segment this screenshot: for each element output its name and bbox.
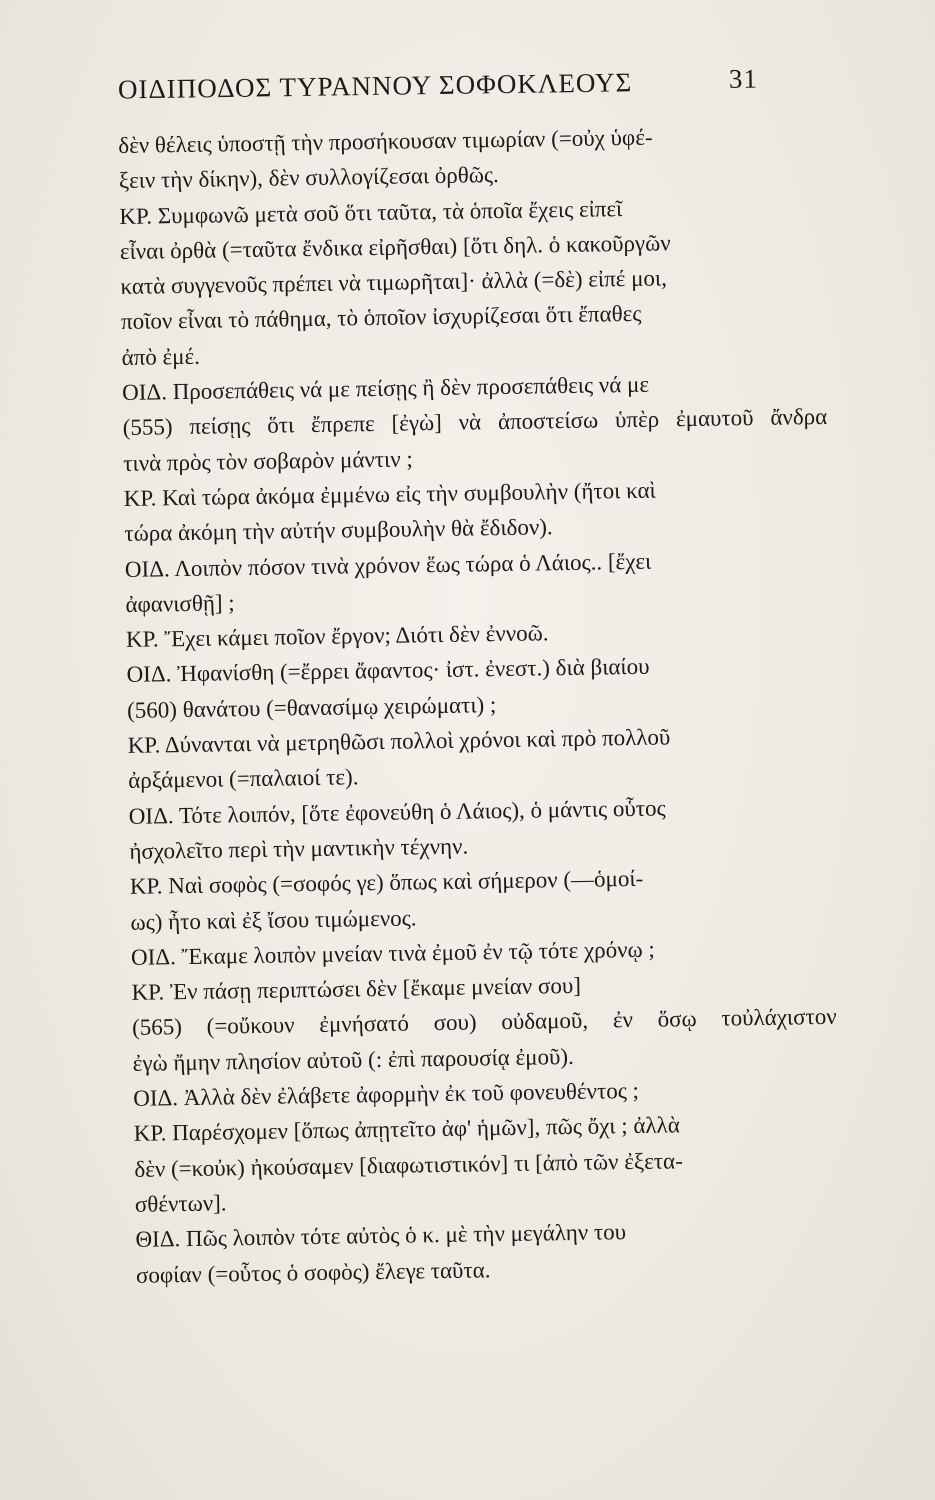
text-line: ΚΡ. Ἐν πάσῃ περιπτώσει δὲν [ἔκαμε μνείαν σου] xyxy=(131,972,582,1006)
text-line: (565) (=οὔκουν ἐμνήσατό σου) οὐδαμοῦ, ἐν ὅσῳ τοὐλάχιστον xyxy=(131,1004,837,1041)
text-line: ἀρξάμενοι (=παλαιοί τε). xyxy=(128,764,359,794)
text-line: ἀπὸ ἐμέ. xyxy=(121,343,201,370)
text-line: ποῖον εἶναι τὸ πάθημα, τὸ ὁποῖον ἰσχυρίζεσαι ὅτι ἔπαθες xyxy=(120,301,642,335)
text-line: ΟΙΔ. Ἠφανίσθη (=ἔρρει ἄφαντος· ἰστ. ἐνεστ.) διὰ βιαίου xyxy=(126,654,650,688)
text-line: ως) ἦτο καὶ ἐξ ἴσου τιμώμενος. xyxy=(130,904,417,935)
text-line: ΟΙΔ. Τότε λοιπόν, [ὅτε ἐφονεύθη ὁ Λάιος), ὁ μάντις οὗτος xyxy=(128,795,666,829)
text-line: τινὰ πρὸς τὸν σοβαρὸν μάντιν ; xyxy=(123,446,413,476)
text-line: δὲν (=κοὐκ) ἠκούσαμεν [διαφωτιστικόν] τι [ἀπὸ τῶν ἐξετα- xyxy=(134,1147,683,1182)
text-line: ΚΡ. Παρέσχομεν [ὅπως ἀπῃτεῖτο ἀφ' ἡμῶν], πῶς ὄχι ; ἀλλὰ xyxy=(133,1112,680,1147)
text-line: σοφίαν (=οὗτος ὁ σοφὸς) ἔλεγε ταῦτα. xyxy=(135,1256,491,1288)
page-number: 31 xyxy=(728,63,759,94)
text-line: ἀφανισθῇ] ; xyxy=(125,590,235,617)
text-line: ΟΙΔ. Λοιπὸν πόσον τινὰ χρόνον ἕως τώρα ὁ Λάιος.. [ἔχει xyxy=(124,548,652,582)
text-line: ξειν τὴν δίκην), δὲν συλλογίζεσαι ὀρθῶς. xyxy=(118,162,500,194)
text-line: εἶναι ὀρθὰ (=ταῦτα ἔνδικα εἰρῆσθαι) [ὅτι δηλ. ὁ κακοῦργῶν xyxy=(119,230,671,264)
text-line: δὲν θέλεις ὑποστῇ τὴν προσήκουσαν τιμωρίαν (=οὐχ ὑφέ- xyxy=(118,124,653,158)
text-line: ΘΙΔ. Πῶς λοιπὸν τότε αὐτὸς ὁ κ. μὲ τὴν μεγάλην του xyxy=(135,1219,627,1253)
text-line: ΚΡ. Καὶ τώρα ἀκόμα ἐμμένω εἰς τὴν συμβουλὴν (ἤτοι καὶ xyxy=(123,477,656,511)
text-line: τώρα ἀκόμη τὴν αὐτήν συμβουλὴν θὰ ἔδιδον). xyxy=(124,514,553,547)
text-line: κατὰ συγγενοῦς πρέπει νὰ τιμωρῆται]· ἀλλὰ (=δὲ) εἰπέ μοι, xyxy=(120,265,668,300)
text-line: (560) θανάτου (=θανασίμῳ χειρώματι) ; xyxy=(126,691,497,723)
text-line: ἐγὼ ἤμην πλησίον αὐτοῦ (: ἐπὶ παρουσίᾳ ἐμοῦ). xyxy=(132,1043,574,1076)
text-line: ΟΙΔ. Προσεπάθεις νά με πείσῃς ἢ δὲν προσεπάθεις νά με xyxy=(121,371,650,406)
text-line: (555) πείσῃς ὅτι ἔπρεπε [ἐγὼ] νὰ ἀποστείσω ὑπὲρ ἐμαυτοῦ ἄνδρα xyxy=(122,404,828,441)
text-line: ΚΡ. Δύνανται νὰ μετρηθῶσι πολλοὶ χρόνοι καὶ πρὸ πολλοῦ xyxy=(127,724,671,758)
header-title: ΟΙΔΙΠΟΔΟΣ ΤΥΡΑΝΝΟΥ ΣΟΦΟΚΛΕΟΥΣ xyxy=(117,67,633,105)
text-line: ΚΡ. Συμφωνῶ μετὰ σοῦ ὅτι ταῦτα, τὰ ὁποῖα ἔχεις εἰπεῖ xyxy=(119,195,623,229)
running-header xyxy=(117,63,759,115)
text-line: ΟΙΔ. Ἀλλὰ δὲν ἐλάβετε ἀφορμὴν ἐκ τοῦ φονευθέντος ; xyxy=(133,1077,640,1111)
text-line: ΚΡ. Ἔχει κάμει ποῖον ἔργον; Διότι δὲν ἐννοῶ. xyxy=(125,620,549,653)
text-line: σθέντων]. xyxy=(134,1190,227,1217)
text-line: ἠσχολεῖτο περὶ τὴν μαντικὴν τέχνην. xyxy=(129,833,469,864)
text-line: ΚΡ. Ναὶ σοφὸς (=σοφός γε) ὅπως καὶ σήμερον (—ὁμοί- xyxy=(129,866,644,900)
body-text xyxy=(118,117,841,1293)
text-line: ΟΙΔ. Ἔκαμε λοιπὸν μνείαν τινὰ ἐμοῦ ἐν τῷ τότε χρόνῳ ; xyxy=(130,936,656,970)
